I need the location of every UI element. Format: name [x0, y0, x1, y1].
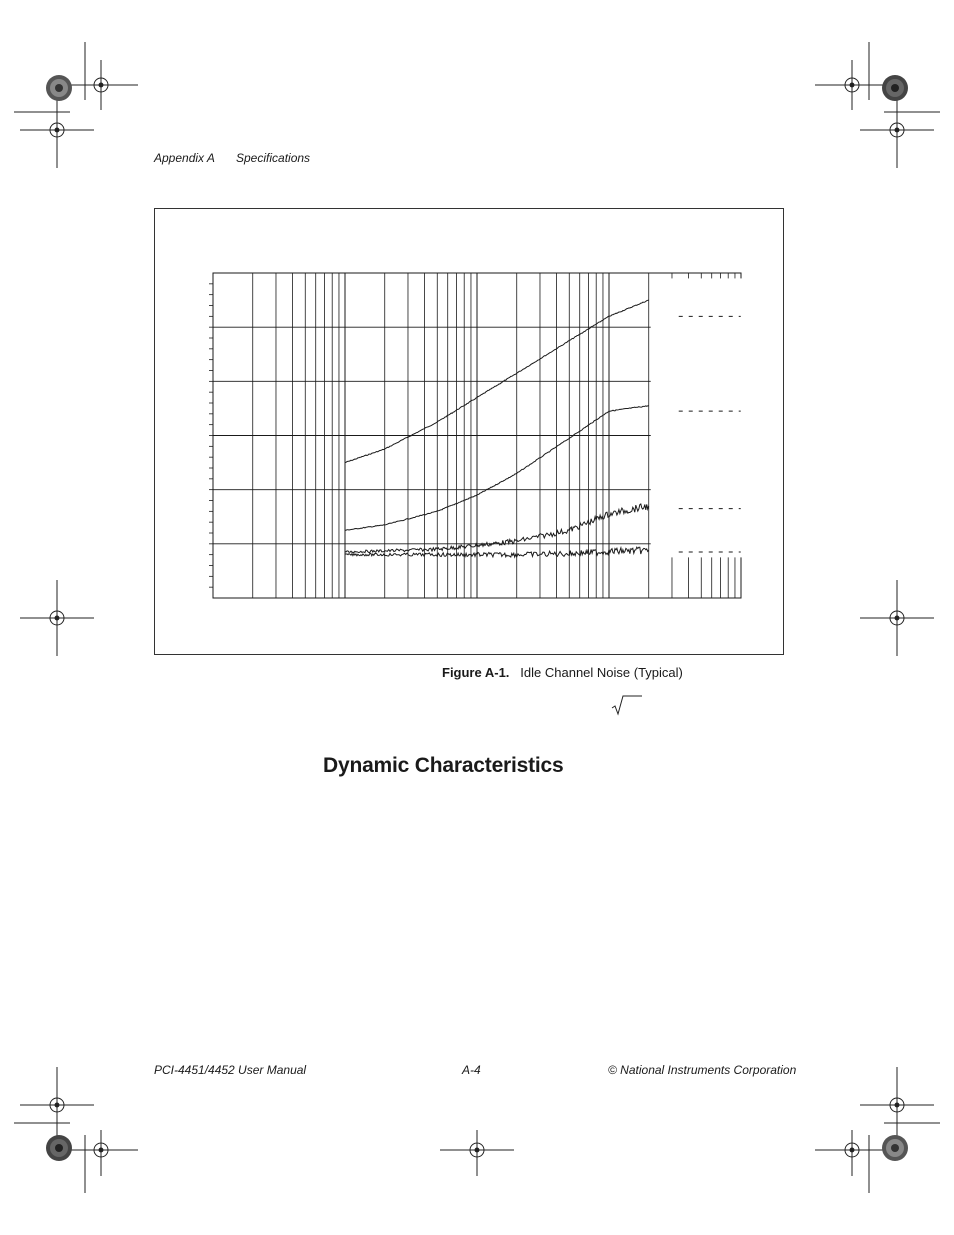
legend-area: [651, 278, 756, 557]
figure-caption-text: Idle Channel Noise (Typical): [520, 665, 683, 680]
figure-number: Figure A-1.: [442, 665, 510, 680]
header-section: Appendix A: [154, 151, 215, 165]
footer-copyright: © National Instruments Corporation: [608, 1063, 797, 1077]
sqrt-symbol-icon: [610, 694, 644, 718]
header-title: Specifications: [236, 151, 311, 165]
section-heading: Dynamic Characteristics: [323, 754, 564, 777]
footer-page-number: A-4: [462, 1063, 481, 1077]
noise-chart: [155, 209, 783, 654]
footer-manual: PCI-4451/4452 User Manual: [154, 1063, 307, 1077]
figure-frame: [154, 208, 784, 655]
figure-caption: [442, 665, 683, 680]
